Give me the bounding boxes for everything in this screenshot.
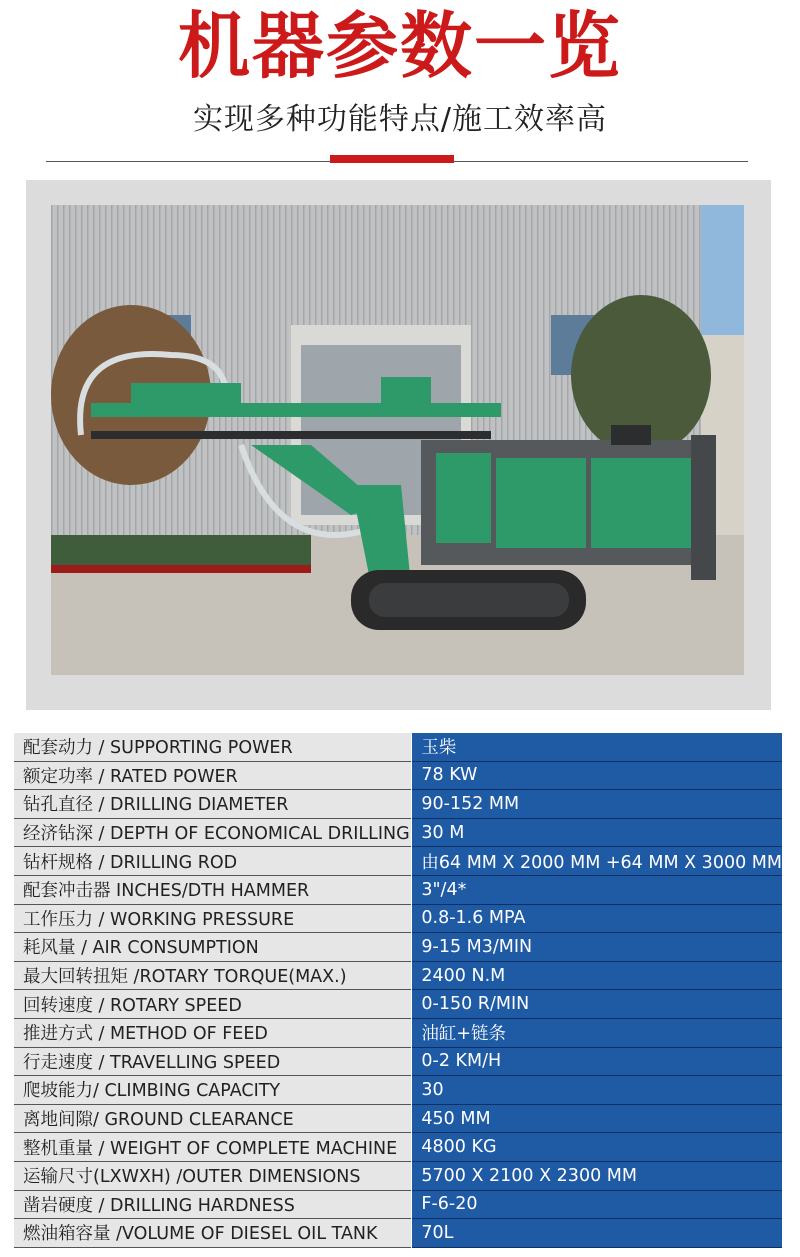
spec-value: 4800 KG — [412, 1133, 782, 1162]
spec-label: 工作压力 / WORKING PRESSURE — [14, 905, 411, 934]
spec-row — [14, 933, 782, 962]
spec-table — [14, 733, 782, 1248]
spec-row — [14, 905, 782, 934]
spec-value: 30 — [412, 1076, 782, 1105]
spec-value: 油缸+链条 — [412, 1019, 782, 1048]
spec-label: 爬坡能力/ CLIMBING CAPACITY — [14, 1076, 411, 1105]
spec-label: 最大回转扭矩 /ROTARY TORQUE(MAX.) — [14, 962, 411, 991]
spec-label: 行走速度 / TRAVELLING SPEED — [14, 1048, 411, 1077]
spec-row — [14, 1048, 782, 1077]
spec-value: 0-150 R/MIN — [412, 990, 782, 1019]
spec-row — [14, 790, 782, 819]
spec-label: 回转速度 / ROTARY SPEED — [14, 990, 411, 1019]
spec-value: 78 KW — [412, 762, 782, 791]
spec-row — [14, 733, 782, 762]
spec-row — [14, 819, 782, 848]
spec-row — [14, 1162, 782, 1191]
spec-label: 整机重量 / WEIGHT OF COMPLETE MACHINE — [14, 1133, 411, 1162]
spec-value: 450 MM — [412, 1105, 782, 1134]
spec-row — [14, 1105, 782, 1134]
spec-label: 配套冲击器 INCHES/DTH HAMMER — [14, 876, 411, 905]
spec-label: 钻杆规格 / DRILLING ROD — [14, 847, 411, 876]
page-subtitle: 实现多种功能特点/施工效率高 — [192, 102, 608, 137]
spec-label: 配套动力 / SUPPORTING POWER — [14, 733, 411, 762]
spec-value: 2400 N.M — [412, 962, 782, 991]
spec-value: 9-15 M3/MIN — [412, 933, 782, 962]
spec-row — [14, 1133, 782, 1162]
spec-value: F-6-20 — [412, 1191, 782, 1220]
drill-rig-photo — [51, 205, 744, 675]
divider-accent — [330, 155, 454, 163]
spec-value: 0.8-1.6 MPA — [412, 905, 782, 934]
spec-row — [14, 990, 782, 1019]
spec-row — [14, 762, 782, 791]
spec-row — [14, 1076, 782, 1105]
spec-value: 5700 X 2100 X 2300 MM — [412, 1162, 782, 1191]
spec-row — [14, 962, 782, 991]
spec-label: 燃油箱容量 /VOLUME OF DIESEL OIL TANK — [14, 1219, 411, 1248]
spec-row — [14, 1219, 782, 1248]
spec-value: 由64 MM X 2000 MM +64 MM X 3000 MM — [412, 847, 782, 876]
spec-value: 30 M — [412, 819, 782, 848]
spec-value: 90-152 MM — [412, 790, 782, 819]
spec-label: 耗风量 / AIR CONSUMPTION — [14, 933, 411, 962]
spec-label: 凿岩硬度 / DRILLING HARDNESS — [14, 1191, 411, 1220]
spec-label: 离地间隙/ GROUND CLEARANCE — [14, 1105, 411, 1134]
spec-value: 玉柴 — [412, 733, 782, 762]
spec-label: 额定功率 / RATED POWER — [14, 762, 411, 791]
spec-row — [14, 847, 782, 876]
spec-label: 运输尺寸(LXWXH) /OUTER DIMENSIONS — [14, 1162, 411, 1191]
spec-label: 钻孔直径 / DRILLING DIAMETER — [14, 790, 411, 819]
spec-label: 推进方式 / METHOD OF FEED — [14, 1019, 411, 1048]
spec-row — [14, 1019, 782, 1048]
page-title: 机器参数一览 — [177, 3, 622, 88]
spec-label: 经济钻深 / DEPTH OF ECONOMICAL DRILLING — [14, 819, 411, 848]
spec-value: 3"/4* — [412, 876, 782, 905]
spec-value: 0-2 KM/H — [412, 1048, 782, 1077]
spec-value: 70L — [412, 1219, 782, 1248]
spec-row — [14, 1191, 782, 1220]
spec-row — [14, 876, 782, 905]
